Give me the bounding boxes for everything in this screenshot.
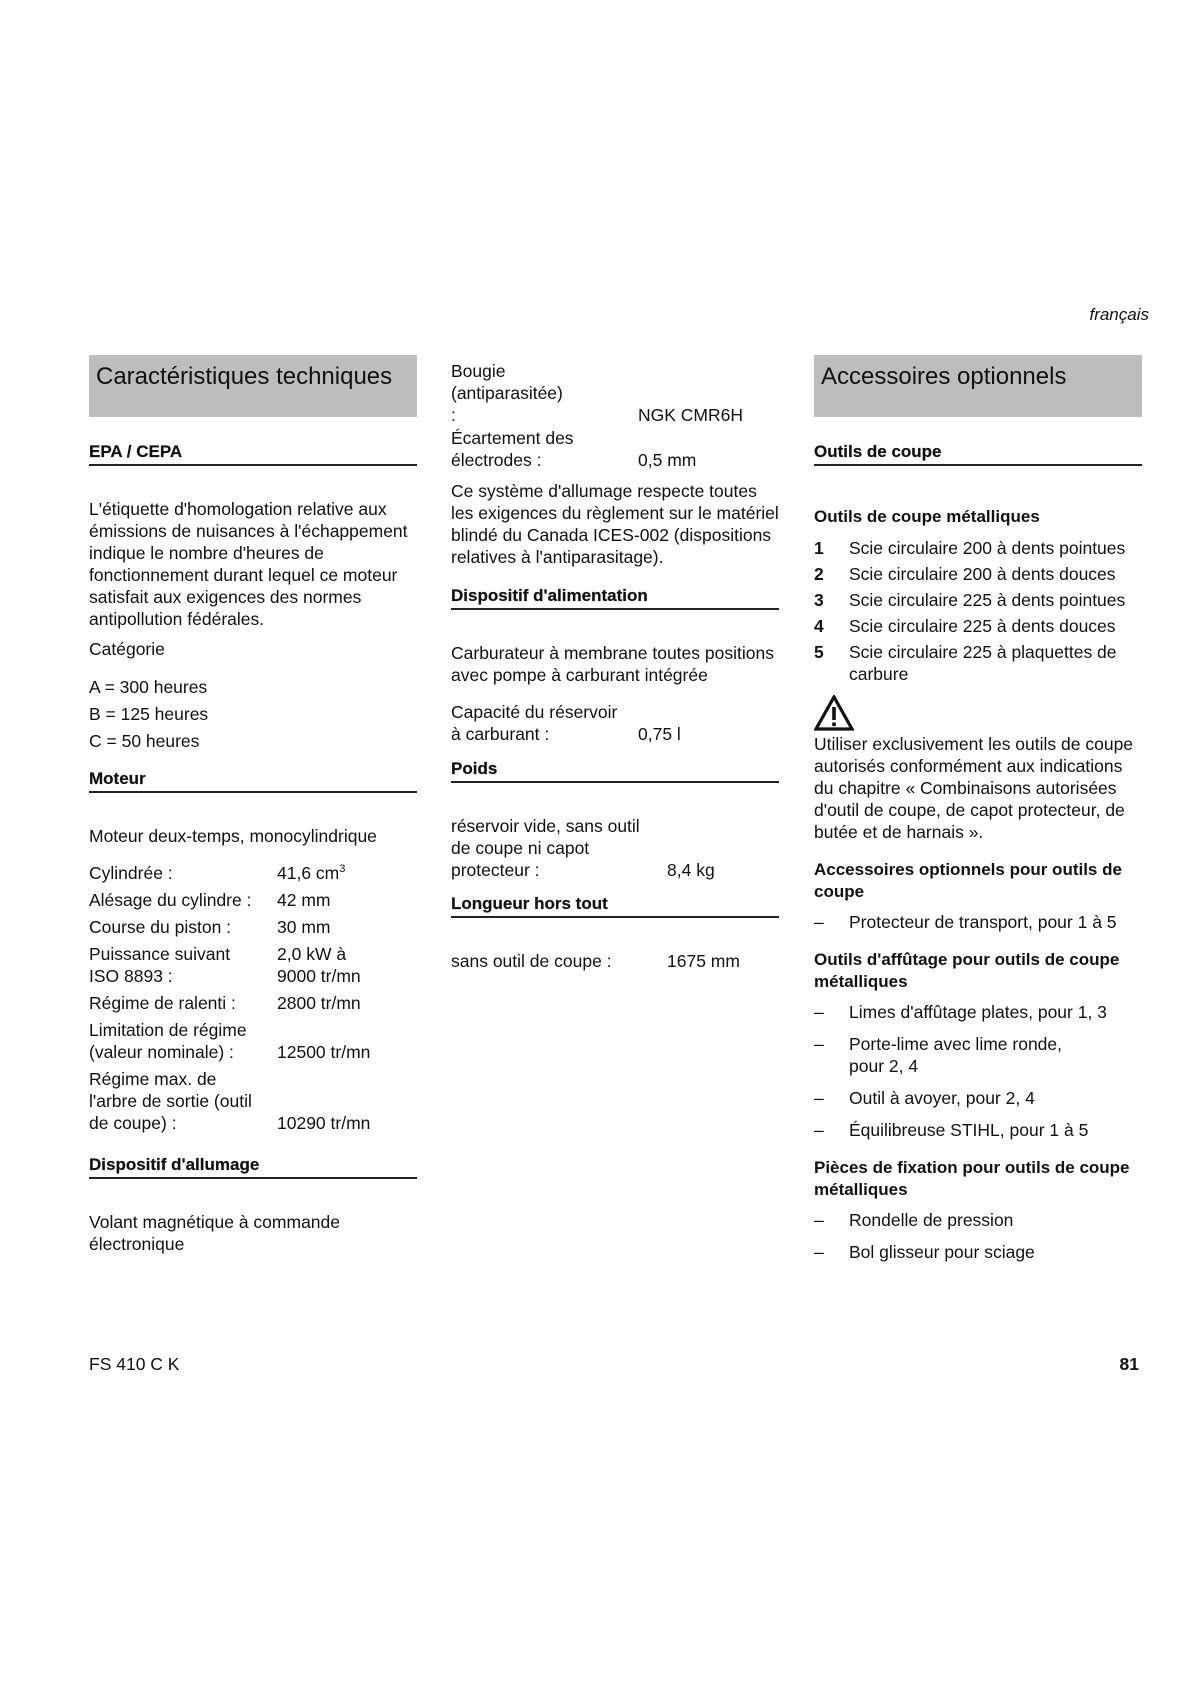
spec-label: Écartement des électrodes : xyxy=(451,428,574,470)
spec-value: 0,5 mm xyxy=(638,450,697,470)
acc-heading: Accessoires optionnels pour outils de coupe xyxy=(814,860,1122,901)
metal-tools-heading: Outils de coupe métalliques xyxy=(814,507,1040,526)
category-label: Catégorie xyxy=(89,639,165,659)
spec-value: NGK CMR6H xyxy=(638,405,744,425)
spec-label: Puissance suivant ISO 8893 : xyxy=(89,944,231,986)
list-item: 5 Scie circulaire 225 à plaquettes de carbure xyxy=(814,642,1117,684)
spec-label: Alésage du cylindre : xyxy=(89,890,252,910)
spec-row xyxy=(451,360,779,426)
list-item: – Outil à avoyer, pour 2, 4 xyxy=(814,1088,1035,1108)
allumage-compliance-text: Ce système d'allumage respecte toutes les exigences du règlement sur le matériel blindé du Canada ICES-002 (dispositions relatives à l'antiparasitage). xyxy=(451,481,779,567)
spec-value: 0,75 l xyxy=(638,724,681,744)
list-item: 4 Scie circulaire 225 à dents douces xyxy=(814,616,1116,636)
spec-row xyxy=(89,1068,417,1134)
warning-text: Utiliser exclusivement les outils de coupe autorisés conformément aux indications du chapitre « Combinaisons autorisées d'outil de coupe, de capot protecteur, de butée et de harnais ». xyxy=(814,734,1134,842)
spec-label: sans outil de coupe : xyxy=(451,951,612,971)
section-title: Accessoires optionnels xyxy=(821,363,1067,390)
spec-label: Régime de ralenti : xyxy=(89,993,236,1013)
heading-longueur: Longueur hors tout xyxy=(451,893,779,918)
engine-type: Moteur deux-temps, monocylindrique xyxy=(89,826,377,846)
allumage-text: Volant magnétique à commande électronique xyxy=(89,1212,340,1254)
heading-allumage: Dispositif d'allumage xyxy=(89,1154,417,1179)
column-specs-continued xyxy=(451,360,779,972)
warning-icon xyxy=(814,695,854,731)
heading-epa: EPA / CEPA xyxy=(89,441,417,466)
heading-moteur: Moteur xyxy=(89,768,417,793)
spec-value: 1675 mm xyxy=(667,951,740,971)
list-item: 3 Scie circulaire 225 à dents pointues xyxy=(814,590,1126,610)
section-title: Caractéristiques techniques xyxy=(96,363,393,390)
heading-poids: Poids xyxy=(451,758,779,783)
list-item: – Porte-lime avec lime ronde, pour 2, 4 xyxy=(814,1034,1062,1076)
list-item: – Bol glisseur pour sciage xyxy=(814,1242,1035,1262)
spec-row xyxy=(89,916,417,938)
epa-text: L'étiquette d'homologation relative aux émissions de nuisances à l'échappement indique le nombre d'heures de fonctionnement durant lequel ce moteur satisfait aux exigences des normes antipollution fédérales. xyxy=(89,499,408,629)
list-item: 1 Scie circulaire 200 à dents pointues xyxy=(814,538,1126,558)
list-item: – Limes d'affûtage plates, pour 1, 3 xyxy=(814,1002,1107,1022)
spec-row xyxy=(451,427,779,471)
spec-value: 2800 tr/mn xyxy=(277,993,361,1013)
spec-row xyxy=(451,815,779,881)
column-accessories xyxy=(814,355,1142,1263)
column-technical-specs xyxy=(89,355,417,1255)
spec-value: 42 mm xyxy=(277,890,331,910)
heading-alimentation: Dispositif d'alimentation xyxy=(451,585,779,610)
spec-value: 8,4 kg xyxy=(667,860,715,880)
list-item: – Rondelle de pression xyxy=(814,1210,1014,1230)
list-item: 2 Scie circulaire 200 à dents douces xyxy=(814,564,1116,584)
category-b: B = 125 heures xyxy=(89,704,209,724)
spec-value: 30 mm xyxy=(277,917,331,937)
spec-row xyxy=(89,862,417,884)
fix-heading: Pièces de fixation pour outils de coupe métalliques xyxy=(814,1158,1130,1199)
list-item: – Protecteur de transport, pour 1 à 5 xyxy=(814,912,1117,932)
spec-row xyxy=(89,889,417,911)
category-c: C = 50 heures xyxy=(89,731,200,751)
spec-value: 10290 tr/mn xyxy=(277,1113,371,1133)
metal-tools-list xyxy=(814,537,1142,685)
spec-label: Cylindrée : xyxy=(89,863,173,883)
heading-outils-de-coupe: Outils de coupe xyxy=(814,441,1142,466)
spec-label: Régime max. de l'arbre de sortie (outil de coupe) : xyxy=(89,1069,252,1133)
footer-model: FS 410 C K xyxy=(89,1354,180,1374)
spec-value: 12500 tr/mn xyxy=(277,1042,371,1062)
spec-label: réservoir vide, sans outil de coupe ni capot protecteur : xyxy=(451,816,640,880)
spec-label: Limitation de régime (valeur nominale) : xyxy=(89,1020,247,1062)
spec-row xyxy=(89,943,417,987)
aff-heading: Outils d'affûtage pour outils de coupe métalliques xyxy=(814,950,1120,991)
spec-row xyxy=(89,1019,417,1063)
section-title-box xyxy=(814,355,1142,417)
section-title-box xyxy=(89,355,417,417)
spec-label: Capacité du réservoir à carburant : xyxy=(451,702,618,744)
spec-row xyxy=(89,992,417,1014)
alimentation-text: Carburateur à membrane toutes positions avec pompe à carburant intégrée xyxy=(451,643,774,685)
spec-row xyxy=(451,701,779,745)
spec-value: 41,6 $cm^3$ xyxy=(277,863,346,883)
language-label: français xyxy=(1089,305,1149,324)
spec-value: 2,0 kW à 9000 tr/mn xyxy=(277,944,361,986)
category-a: A = 300 heures xyxy=(89,677,208,697)
spec-row xyxy=(451,950,779,972)
list-item: – Équilibreuse STIHL, pour 1 à 5 xyxy=(814,1120,1089,1140)
page-number: 81 xyxy=(1119,1354,1139,1374)
spec-label: Course du piston : xyxy=(89,917,232,937)
spec-label: Bougie (antiparasitée) : xyxy=(451,361,563,425)
